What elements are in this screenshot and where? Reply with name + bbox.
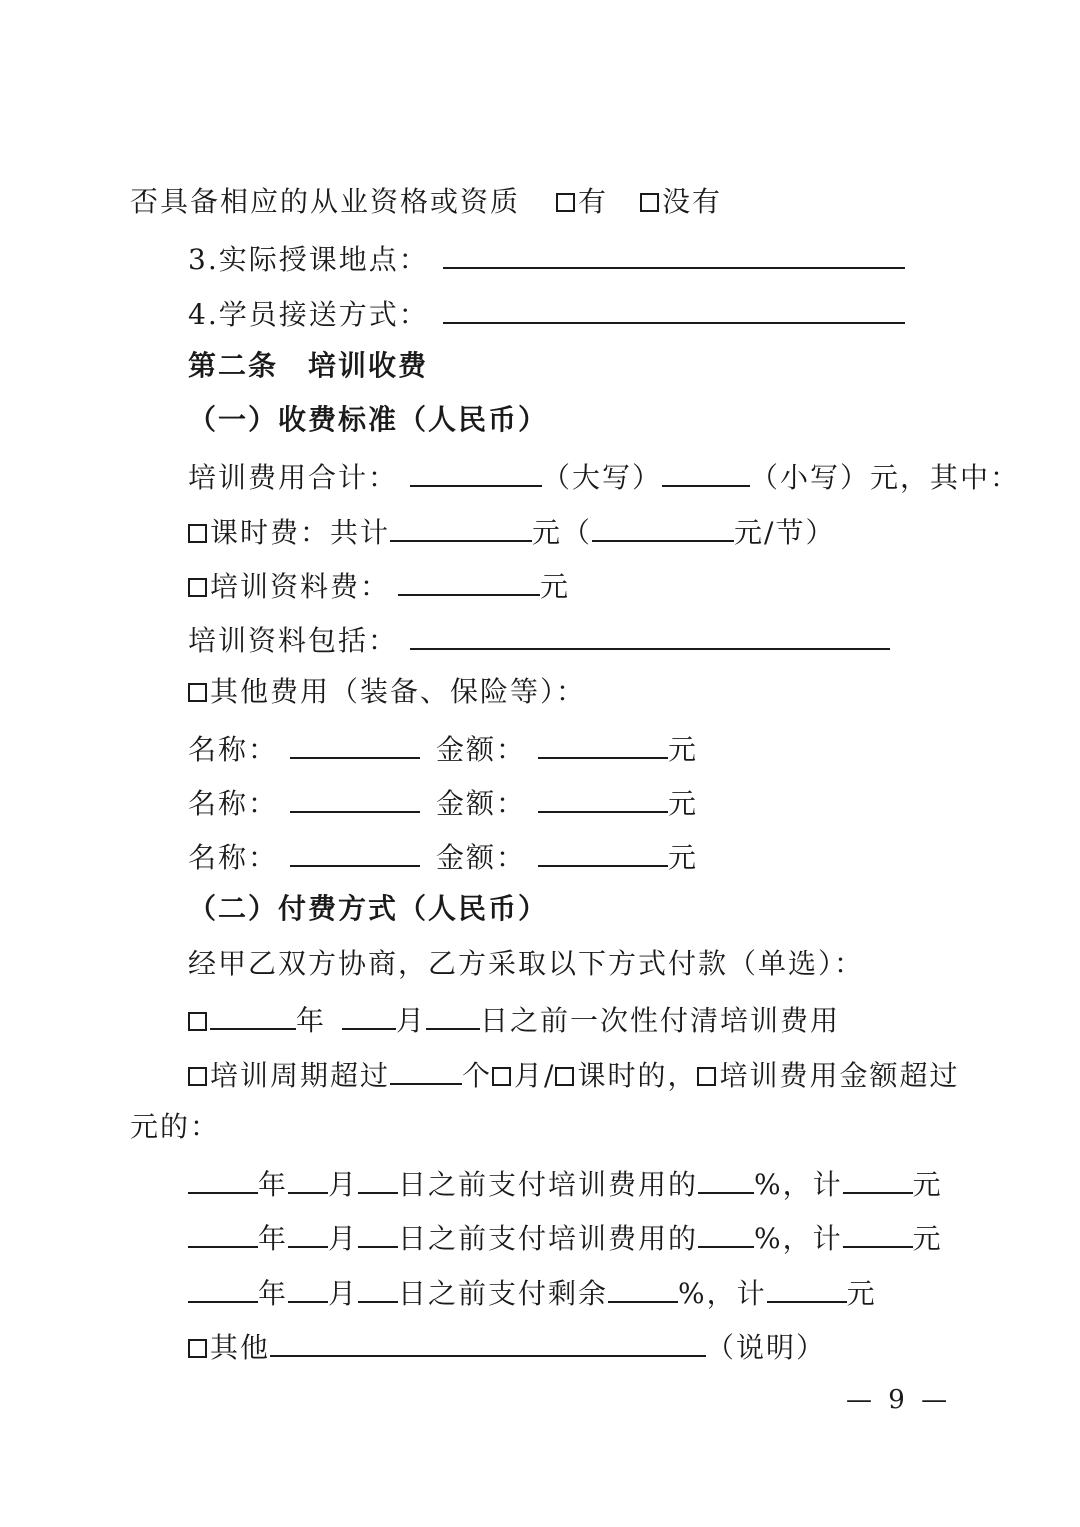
page-number: — 9 — — [846, 1385, 952, 1415]
material-fee-checkbox[interactable] — [188, 578, 207, 597]
fee-name-input[interactable] — [290, 835, 420, 867]
installment-text-c: 月/ — [514, 1059, 556, 1092]
installment-month-input[interactable] — [288, 1216, 328, 1248]
payment-intro: 经甲乙双方协商，乙方采取以下方式付款（单选）： — [188, 947, 865, 980]
lesson-fee-line — [188, 510, 835, 553]
lesson-hour-checkbox[interactable] — [555, 1067, 574, 1086]
installment-text-a: 培训周期超过 — [210, 1059, 391, 1092]
option-yes-label: 有 — [578, 185, 609, 218]
remaining-percent-input[interactable] — [608, 1271, 678, 1303]
installment-unit: 元 — [912, 1168, 943, 1201]
one-time-payment-line — [188, 998, 840, 1041]
one-time-month-label: 月 — [396, 1004, 427, 1037]
other-payment-line — [188, 1325, 826, 1368]
remaining-month-input[interactable] — [288, 1271, 328, 1303]
installment-year-input[interactable] — [188, 1216, 258, 1248]
fee-unit: 元 — [668, 787, 699, 820]
material-fee-line — [188, 564, 570, 607]
one-time-tail-text: 日之前一次性付清培训费用 — [480, 1004, 841, 1037]
transport-input[interactable] — [443, 292, 905, 324]
installment-condition-cont: 元的： — [130, 1110, 221, 1143]
lesson-fee-checkbox[interactable] — [188, 524, 207, 543]
installment-day-input[interactable] — [358, 1162, 398, 1194]
qualification-line — [130, 182, 722, 222]
lesson-fee-label: 课时费：共计 — [210, 516, 391, 549]
other-payment-note: （说明） — [706, 1331, 827, 1364]
remaining-year-input[interactable] — [188, 1271, 258, 1303]
lesson-fee-yuan: 元（ — [532, 516, 593, 549]
total-fee-daxie-input[interactable] — [410, 455, 542, 487]
other-fees-label: 其他费用（装备、保险等）： — [210, 675, 587, 708]
fee-unit: 元 — [668, 733, 699, 766]
installment-row — [188, 1162, 943, 1205]
checkbox-yes[interactable] — [556, 193, 575, 212]
daxie-label: （大写） — [542, 461, 663, 494]
remaining-payment-row — [188, 1271, 877, 1314]
transport-line — [188, 292, 905, 335]
installment-unit: 元 — [912, 1222, 943, 1255]
material-fee-yuan: 元 — [540, 570, 571, 603]
fee-name-label: 名称： — [188, 787, 279, 820]
option-no-label: 没有 — [662, 185, 723, 218]
remaining-year-label: 年 — [258, 1277, 289, 1310]
fee-name-label: 名称： — [188, 733, 279, 766]
total-fee-xiaoxie-input[interactable] — [662, 455, 750, 487]
material-includes-label: 培训资料包括： — [188, 624, 399, 657]
period-count-input[interactable] — [390, 1053, 462, 1085]
installment-checkbox[interactable] — [188, 1067, 207, 1086]
material-fee-input[interactable] — [398, 564, 540, 596]
fee-name-input[interactable] — [290, 727, 420, 759]
lesson-fee-total-input[interactable] — [390, 510, 532, 542]
remaining-month-label: 月 — [328, 1277, 359, 1310]
fee-row — [188, 835, 698, 878]
material-includes-input[interactable] — [410, 618, 890, 650]
transport-label: 4.学员接送方式： — [188, 298, 429, 331]
article-two-title: 第二条 培训收费 — [188, 349, 429, 382]
teaching-location-label: 3.实际授课地点： — [188, 243, 429, 276]
total-fee-label: 培训费用合计： — [188, 461, 399, 494]
one-time-year-label: 年 — [296, 1004, 327, 1037]
fee-name-input[interactable] — [290, 781, 420, 813]
fee-amount-input[interactable] — [538, 781, 668, 813]
installment-mid-text: 日之前支付培训费用的 — [398, 1168, 699, 1201]
installment-amount-input[interactable] — [843, 1162, 913, 1194]
fee-name-label: 名称： — [188, 841, 279, 874]
remaining-unit: 元 — [846, 1277, 877, 1310]
qualification-text: 否具备相应的从业资格或资质 — [130, 185, 521, 218]
fee-amount-input[interactable] — [538, 835, 668, 867]
one-time-day-input[interactable] — [426, 998, 480, 1030]
installment-year-label: 年 — [258, 1222, 289, 1255]
one-time-year-input[interactable] — [210, 998, 296, 1030]
fee-amount-label: 金额： — [436, 787, 527, 820]
section-payment-title: （二）付费方式（人民币） — [188, 892, 549, 925]
one-time-month-input[interactable] — [342, 998, 396, 1030]
fee-amount-input[interactable] — [538, 727, 668, 759]
installment-row — [188, 1216, 943, 1259]
month-checkbox[interactable] — [492, 1067, 511, 1086]
fee-row — [188, 727, 698, 770]
other-fees-checkbox[interactable] — [188, 683, 207, 702]
installment-text-b: 个 — [462, 1059, 493, 1092]
remaining-pct-text: %，计 — [678, 1277, 767, 1310]
installment-amount-input[interactable] — [843, 1216, 913, 1248]
other-payment-checkbox[interactable] — [188, 1339, 207, 1358]
material-fee-label: 培训资料费： — [210, 570, 391, 603]
amount-over-checkbox[interactable] — [697, 1067, 716, 1086]
remaining-mid-text: 日之前支付剩余 — [398, 1277, 609, 1310]
installment-month-input[interactable] — [288, 1162, 328, 1194]
fee-unit: 元 — [668, 841, 699, 874]
installment-percent-input[interactable] — [698, 1216, 754, 1248]
other-fees-line — [188, 672, 586, 712]
installment-condition-line — [188, 1053, 960, 1096]
one-time-payment-checkbox[interactable] — [188, 1012, 207, 1031]
teaching-location-line — [188, 237, 905, 280]
installment-year-input[interactable] — [188, 1162, 258, 1194]
total-fee-line — [188, 455, 1020, 498]
remaining-day-input[interactable] — [358, 1271, 398, 1303]
fee-row — [188, 781, 698, 824]
teaching-location-input[interactable] — [443, 237, 905, 269]
checkbox-no[interactable] — [640, 193, 659, 212]
fee-amount-label: 金额： — [436, 733, 527, 766]
section-fee-standard-title: （一）收费标准（人民币） — [188, 403, 549, 436]
installment-year-label: 年 — [258, 1168, 289, 1201]
installment-text-e: 培训费用金额超过 — [719, 1059, 960, 1092]
installment-pct-text: %，计 — [754, 1168, 843, 1201]
installment-month-label: 月 — [328, 1222, 359, 1255]
fee-amount-label: 金额： — [436, 841, 527, 874]
installment-month-label: 月 — [328, 1168, 359, 1201]
lesson-fee-per-input[interactable] — [592, 510, 734, 542]
lesson-fee-per-unit: 元/节） — [734, 516, 836, 549]
other-payment-label: 其他 — [210, 1331, 271, 1364]
installment-mid-text: 日之前支付培训费用的 — [398, 1222, 699, 1255]
installment-day-input[interactable] — [358, 1216, 398, 1248]
remaining-amount-input[interactable] — [767, 1271, 847, 1303]
material-includes-line — [188, 618, 890, 661]
installment-percent-input[interactable] — [698, 1162, 754, 1194]
other-payment-input[interactable] — [270, 1325, 706, 1357]
installment-text-d: 课时的， — [577, 1059, 698, 1092]
installment-pct-text: %，计 — [754, 1222, 843, 1255]
xiaoxie-label: （小写）元，其中： — [750, 461, 1021, 494]
